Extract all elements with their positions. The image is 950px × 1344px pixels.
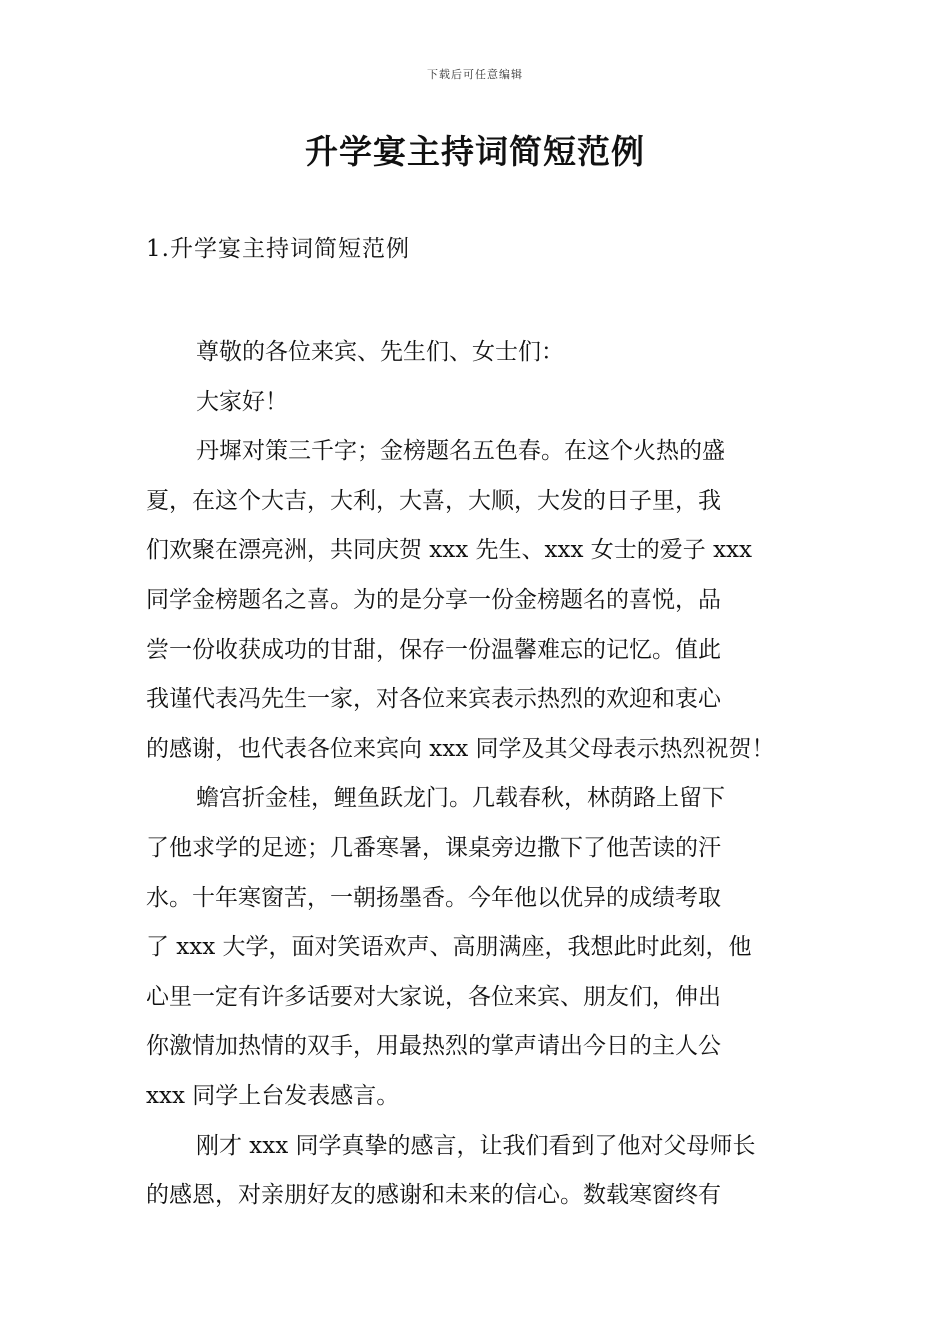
paragraph-opening: 丹墀对策三千字；金榜题名五色春。在这个火热的盛 夏，在这个大吉，大利，大喜，大顺，大发的日子里，我 们欢聚在漂亮洲，共同庆贺 xxx 先生、xxx 女士的爱子 xxx 同学金榜题名之喜。为的是分享一份金榜题名的喜悦，品 尝一份收获成功的甘甜，保存一份温馨难忘的记忆。值此 我谨代表冯先生一家，对各位来宾表示热烈的欢迎和衷心 的感谢，也代表各位来宾向 xxx 同学及其父母表示热烈祝贺！ xyxy=(146,438,775,762)
document-body xyxy=(146,328,810,1221)
paragraph-greeting: 尊敬的各位来宾、先生们、女士们： xyxy=(196,339,564,365)
paragraph-student-intro: 蟾宫折金桂，鲤鱼跃龙门。几载春秋，林荫路上留下 了他求学的足迹；几番寒暑，课桌旁边撒下了他苦读的汗 水。十年寒窗苦，一朝扬墨香。今年他以优异的成绩考取 了 xxx 大学，面对笑语欢声、高朋满座，我想此时此刻，他 心里一定有许多话要对大家说，各位来宾、朋友们，伸出 你激情加热情的双手，用最热烈的掌声请出今日的主人公 xxx 同学上台发表感言。 xyxy=(146,785,752,1109)
paragraph-after-speech: 刚才 xxx 同学真挚的感言，让我们看到了他对父母师长 的感恩，对亲朋好友的感谢和未来的信心。数载寒窗终有 xyxy=(146,1132,756,1209)
document-title: 升学宴主持词简短范例 xyxy=(305,132,645,171)
paragraph-hello: 大家好！ xyxy=(196,388,288,415)
header-note: 下载后可任意编辑 xyxy=(427,68,523,81)
section-heading: 1.升学宴主持词简短范例 xyxy=(146,236,410,262)
